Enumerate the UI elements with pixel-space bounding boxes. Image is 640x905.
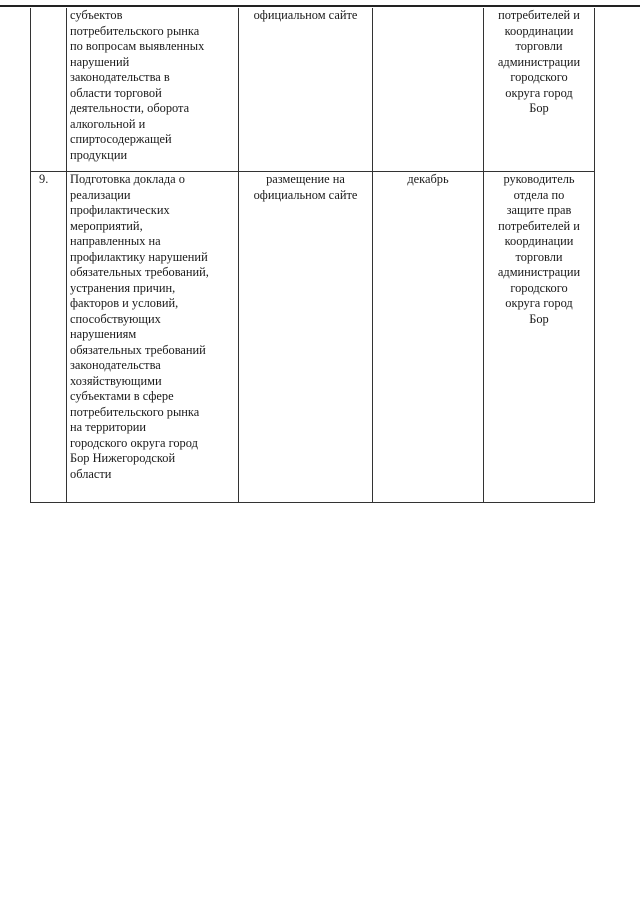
- cell-text-line: потребительского рынка: [70, 23, 200, 38]
- cell-text-line: спиртосодержащей: [70, 132, 172, 146]
- cell-text-line: законодательства в: [70, 70, 170, 84]
- cell-text-line: деятельности, оборота: [70, 101, 190, 115]
- cell-text-line: на территории: [70, 420, 147, 434]
- cell-text-line: округа город: [505, 296, 573, 310]
- table-row: [31, 172, 595, 503]
- cell-text-line: обязательных требований: [70, 342, 206, 357]
- cell-text-line: устранения причин,: [70, 280, 176, 295]
- cell-text-line: потребителей и: [498, 8, 580, 22]
- cell-text-line: торговли: [515, 39, 563, 53]
- cell-text-line: отдела по: [513, 187, 565, 202]
- cell-text-line: способствующих: [70, 311, 161, 326]
- cell-text-line: городского: [510, 280, 568, 295]
- cell-text-line: области: [70, 466, 112, 481]
- cell-text-line: алкогольной и: [70, 116, 146, 131]
- form-cell: [239, 8, 373, 172]
- top-rule: [0, 5, 640, 7]
- cell-text-line: нарушений: [70, 54, 130, 69]
- cell-text-line: профилактику нарушений: [70, 249, 208, 264]
- cell-text-line: хозяйствующими: [70, 373, 162, 388]
- cell-text-line: Бор Нижегородской: [70, 451, 176, 465]
- cell-text-line: Подготовка доклада о: [70, 172, 185, 186]
- cell-text-line: администрации: [497, 265, 581, 279]
- cell-text-line: городского округа город: [70, 435, 198, 450]
- cell-text-line: городского: [510, 70, 568, 84]
- table-row: [31, 8, 595, 172]
- cell-text-line: декабрь: [407, 172, 449, 186]
- cell-text-line: руководитель: [503, 172, 575, 186]
- responsible-cell: [484, 172, 595, 503]
- cell-text-line: координации: [504, 23, 574, 38]
- cell-text-line: торговли: [515, 249, 563, 264]
- cell-text-line: субъектами в сфере: [70, 389, 174, 403]
- cell-text-line: официальном сайте: [253, 8, 358, 22]
- cell-text-line: субъектов: [70, 8, 123, 22]
- cell-text-line: области торговой: [70, 85, 162, 100]
- plan-table: [30, 8, 595, 503]
- cell-text-line: мероприятий,: [70, 218, 143, 233]
- cell-text-line: факторов и условий,: [70, 296, 179, 310]
- cell-text-line: реализации: [70, 187, 131, 202]
- term-cell: [373, 8, 484, 172]
- form-cell: [239, 172, 373, 503]
- responsible-cell: [484, 8, 595, 172]
- number-cell: [31, 8, 67, 172]
- cell-text-line: округа город: [505, 85, 573, 100]
- cell-text-line: законодательства: [70, 358, 161, 372]
- cell-text-line: продукции: [70, 147, 128, 162]
- cell-text-line: размещение на: [266, 172, 345, 186]
- cell-text-line: по вопросам выявленных: [70, 39, 205, 53]
- cell-text-line: Бор: [529, 311, 549, 326]
- cell-text-line: официальном сайте: [253, 187, 358, 202]
- cell-text-line: координации: [504, 234, 574, 248]
- term-cell: [373, 172, 484, 503]
- number-cell: 9.: [31, 172, 67, 503]
- name-cell: [67, 8, 239, 172]
- cell-text-line: администрации: [497, 54, 581, 69]
- cell-text-line: Бор: [529, 101, 549, 115]
- cell-text-line: защите прав: [506, 203, 572, 217]
- cell-text-line: направленных на: [70, 234, 161, 248]
- cell-text-line: потребителей и: [498, 218, 580, 233]
- cell-text-line: профилактических: [70, 203, 170, 217]
- cell-text-line: нарушениям: [70, 327, 137, 341]
- cell-text-line: потребительского рынка: [70, 404, 200, 419]
- cell-text-line: обязательных требований,: [70, 265, 209, 279]
- name-cell: [67, 172, 239, 503]
